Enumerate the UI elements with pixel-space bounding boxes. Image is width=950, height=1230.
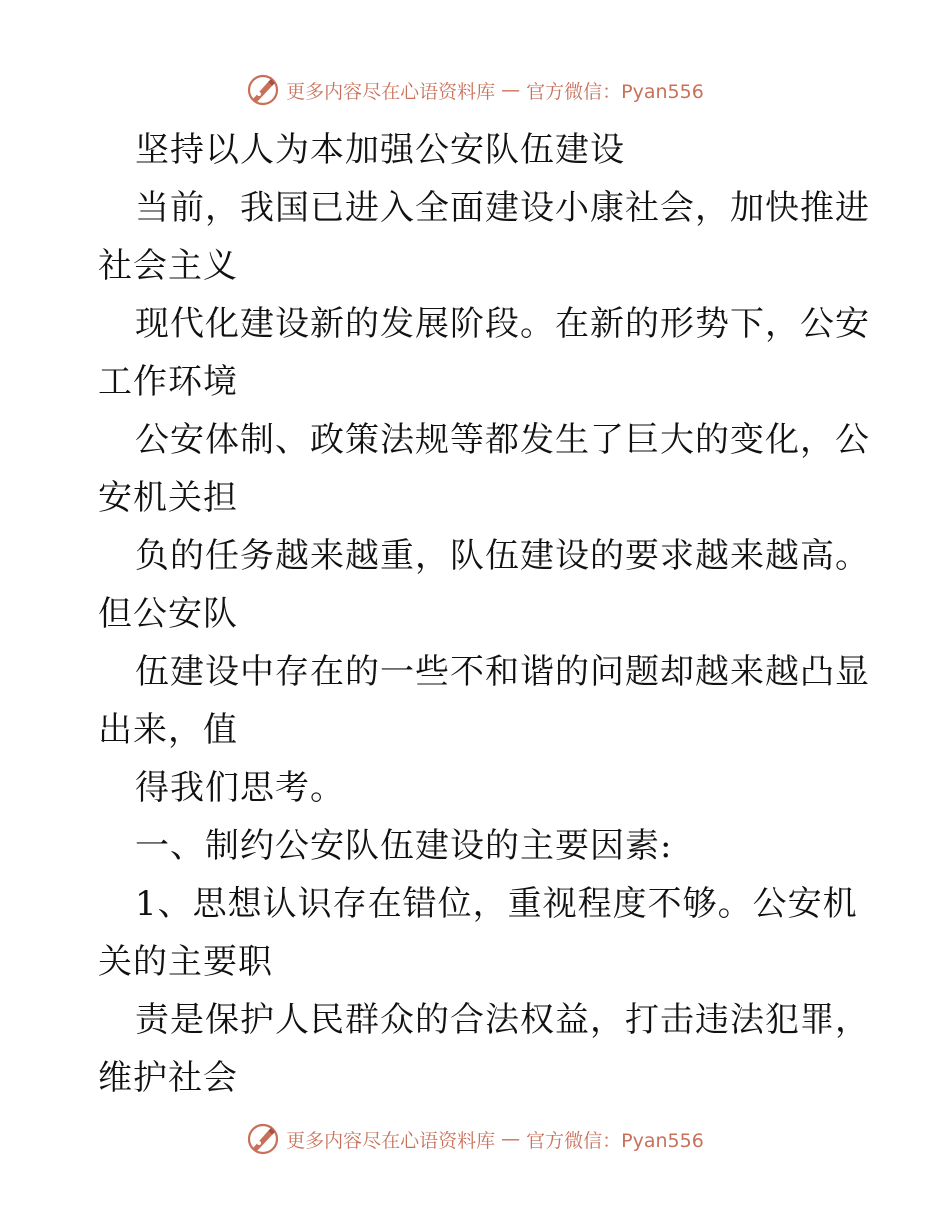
document-line: 当前，我国已进入全面建设小康社会，加快推进 <box>135 188 870 228</box>
header-banner-content <box>246 73 704 107</box>
banner-separator: — <box>501 1128 521 1150</box>
document-line: 公安体制、政策法规等都发生了巨大的变化，公 <box>135 420 870 460</box>
document-line: 一、制约公安队伍建设的主要因素: <box>135 826 673 866</box>
footer-banner <box>0 1119 950 1159</box>
pen-logo-icon <box>246 73 280 107</box>
banner-text: 更多内容尽在心语资料库 <box>286 80 496 103</box>
pen-logo-icon <box>246 1122 280 1156</box>
footer-banner-content <box>246 1122 704 1156</box>
document-line: 但公安队 <box>98 594 238 634</box>
banner-separator: — <box>501 79 521 101</box>
document-line: 坚持以人为本加强公安队伍建设 <box>135 130 625 170</box>
document-line: 伍建设中存在的一些不和谐的问题却越来越凸显 <box>135 652 870 692</box>
header-banner <box>0 70 950 110</box>
document-line: 出来，值 <box>98 710 238 750</box>
document-line: 维护社会 <box>98 1058 238 1098</box>
document-line: 得我们思考。 <box>135 768 345 808</box>
document-line: 现代化建设新的发展阶段。在新的形势下，公安 <box>135 304 870 344</box>
banner-wechat: 官方微信：Pyan556 <box>526 1129 704 1152</box>
document-line: 负的任务越来越重，队伍建设的要求越来越高。 <box>135 536 870 576</box>
document-line: 社会主义 <box>98 246 238 286</box>
document-line: 安机关担 <box>98 478 238 518</box>
banner-wechat: 官方微信：Pyan556 <box>526 80 704 103</box>
document-body <box>98 121 870 1107</box>
banner-text: 更多内容尽在心语资料库 <box>286 1129 496 1152</box>
document-line: 关的主要职 <box>98 942 273 982</box>
document-line: 1、思想认识存在错位，重视程度不够。公安机 <box>135 884 858 924</box>
document-line: 工作环境 <box>98 362 238 402</box>
document-line: 责是保护人民群众的合法权益，打击违法犯罪， <box>135 1000 870 1040</box>
